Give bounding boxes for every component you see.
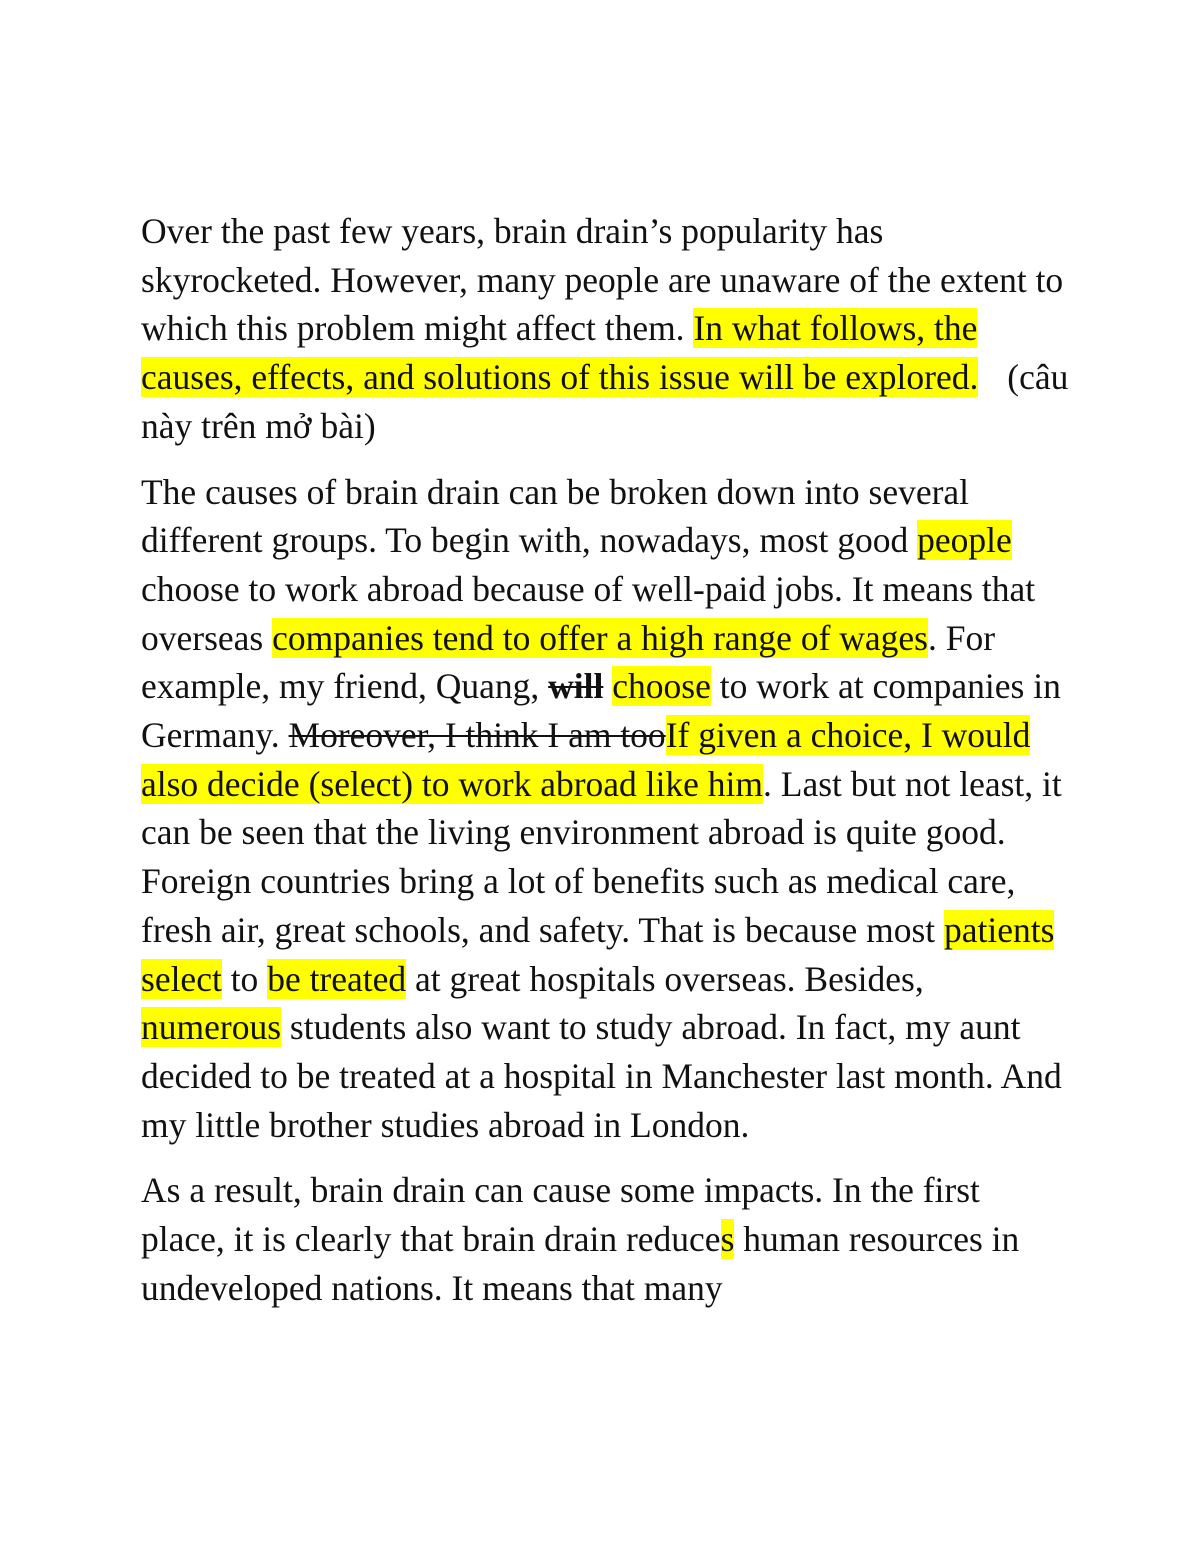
highlighted-text: In what follows, the causes, effects, and solutions of this issue will be explored. (141, 308, 979, 398)
text-run: at great hospitals overseas. Besides, (406, 958, 924, 999)
text-run: . Last but not least, it can be seen that the living environment abroad is quite good. Foreign countries bring a lot of benefits such as medical care, fresh air, great schools, and safety. That is because most (141, 763, 1062, 950)
highlighted-text: people (917, 520, 1012, 561)
highlighted-text: choose (612, 666, 711, 707)
paragraph-causes (141, 468, 1071, 1150)
highlighted-text: If given a choice, I would also decide (select) to work abroad like him (141, 715, 1031, 804)
text-run: to work at companies in Germany. (141, 666, 1061, 756)
highlighted-text: s (720, 1219, 735, 1260)
struck-text: will (548, 666, 604, 707)
highlighted-text: be treated (267, 958, 407, 999)
struck-text: Moreover, I think I am too (288, 715, 666, 756)
highlighted-text: patients (944, 909, 1055, 950)
paragraph-effects (141, 1166, 1071, 1312)
text-run: to (221, 958, 268, 999)
highlighted-text: select (141, 958, 222, 999)
text-run: The causes of brain drain can be broken down into several different groups. To begin with, nowadays, most good (141, 471, 970, 561)
text-run: . For example, my friend, Quang, (141, 617, 996, 707)
text-run: Over the past few years, brain drain’s popularity has skyrocketed. However, many people are unaware of the extent to which this problem might affect them. (141, 211, 1064, 349)
paragraph-intro (141, 207, 1071, 451)
highlighted-text: numerous (141, 1007, 282, 1048)
document-body (141, 207, 1071, 1329)
text-run: As a result, brain drain can cause some impacts. In the first place, it is clearly that brain drain reduce (141, 1170, 980, 1260)
text-run: students also want to study abroad. In fact, my aunt decided to be treated at a hospital in Manchester last month. And my little brother studies abroad in London. (141, 1007, 1062, 1145)
text-run: choose to work abroad because of well-paid jobs. It means that overseas (141, 568, 1036, 658)
annotation-note: (câu này trên mở bài) (141, 357, 1069, 446)
highlighted-text: companies tend to offer a high range of wages (272, 617, 928, 658)
text-run (603, 666, 612, 706)
text-run: human resources in undeveloped nations. It means that many (141, 1219, 1020, 1308)
text-run (978, 357, 987, 397)
